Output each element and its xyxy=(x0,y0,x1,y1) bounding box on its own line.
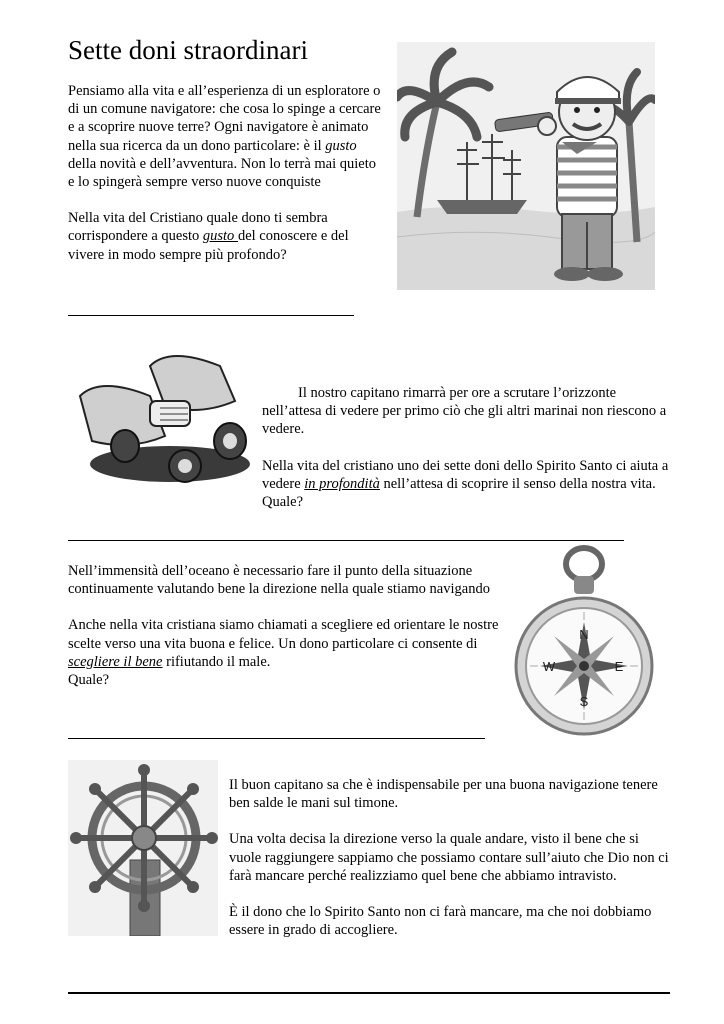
captain-icon xyxy=(397,42,655,290)
depth-paragraph: Nella vita del cristiano uno dei sette doni dello Spirito Santo ci aiuta a vedere in profondità nell’attesa di scoprire il senso della nostra vita. Quale? xyxy=(262,457,669,511)
gift-paragraph: È il dono che lo Spirito Santo non ci farà mancare, ma che noi dobbiamo essere in grado di accogliere. xyxy=(229,904,652,939)
page-title: Sette doni straordinari xyxy=(68,35,308,65)
bottom-divider xyxy=(68,992,670,994)
choice-paragraph: Anche nella vita cristiana siamo chiamati a scegliere ed orientare le nostre scelte verso una vita buona e felice. Un dono particolare ci consente di scegliere il bene rifiutando il male. Quale? xyxy=(68,617,499,689)
compass-north: N xyxy=(579,627,589,642)
helm-paragraph: Il buon capitano sa che è indispensabile per una buona navigazione tenere ben salde le mani sul timone. xyxy=(229,777,658,812)
explorer-question: Nella vita del Cristiano quale dono ti sembra corrispondere a questo gusto del conoscere e del vivere in modo sempre più profondo? xyxy=(68,210,349,263)
ship-wheel-icon xyxy=(68,760,218,936)
section-compass xyxy=(68,562,500,689)
answer-line-2[interactable] xyxy=(68,540,624,541)
binoculars-icon xyxy=(70,346,252,492)
section-explorer xyxy=(68,82,386,264)
compass-south: S xyxy=(579,694,589,709)
captain-paragraph: Il nostro capitano rimarrà per ore a scrutare l’orizzonte nell’attesa di vedere per primo ciò che gli altri marinai non riescono a vedere. xyxy=(262,385,667,438)
ocean-paragraph: Nell’immensità dell’oceano è necessario fare il punto della situazione continuamente valutando bene la direzione nella quale stiamo navigando xyxy=(68,563,490,598)
section-wheel xyxy=(229,776,669,939)
compass-east: E xyxy=(614,659,624,674)
section-binoculars xyxy=(262,384,674,511)
answer-line-3[interactable] xyxy=(68,738,485,739)
answer-line-1[interactable] xyxy=(68,315,354,316)
compass-west: W xyxy=(542,659,556,674)
explorer-paragraph: Pensiamo alla vita e all’esperienza di un esploratore o di un comune navigatore: che cosa lo spinge a cercare e a scoprire nuove terre? Ogni navigatore è animato nella sua ricerca da un dono particolare: è il gusto della novità e dell’avventura. Non lo terrà mai quieto e lo spingerà sempre verso nuove conquiste xyxy=(68,83,381,191)
compass-icon xyxy=(514,544,654,738)
direction-paragraph: Una volta decisa la direzione verso la quale andare, visto il bene che si vuole raggiungere sappiamo che possiamo contare sull’aiuto che Dio non ci farà mancare perché realizziamo quel bene che abbiamo intravisto. xyxy=(229,831,669,884)
